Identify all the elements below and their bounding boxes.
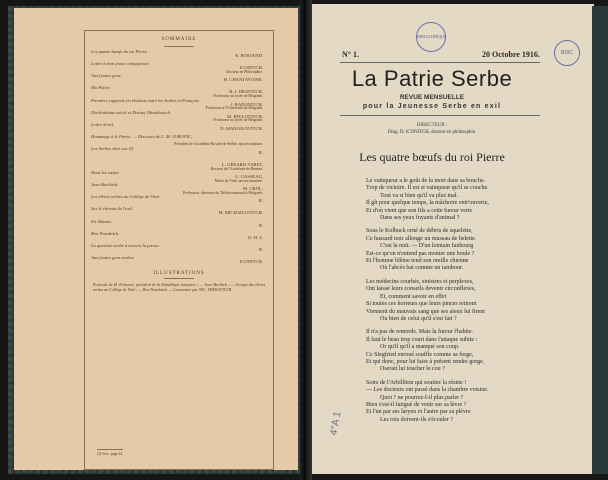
illustrations-rule <box>164 278 194 279</box>
toc-item <box>91 194 267 206</box>
toc-list <box>85 49 273 267</box>
toc-item-author: R. J. DRAVITCH, <box>229 89 263 95</box>
toc-item-title: Ma Patrie. <box>91 85 111 91</box>
journal-title: La Patrie Serbe <box>351 66 513 91</box>
poem-body <box>366 178 556 424</box>
poem-line: Sous le Kolbuck orné de débris de squelette, <box>366 228 473 235</box>
poem-line: Il gît pour quelque temps, la mâchoire entr'ouverte, <box>366 200 489 207</box>
toc-item-author: D. H. S. <box>248 234 263 240</box>
toc-item-detail: Professeur à l'Université de Belgrade. <box>205 106 263 111</box>
footnote: (1) Voir ; page 24. <box>97 449 123 457</box>
director-name: Drag. D. ICONITCH, docteur en philosophie. <box>387 130 477 135</box>
toc-item-author: H. CHANTAVOINE. <box>223 77 263 83</box>
poem-line: Et, comment savoir en effet <box>380 293 447 300</box>
poem-line: Quoi ? ne pourrez-l-il plus parler ? <box>380 394 464 401</box>
toc-item <box>91 255 267 267</box>
toc-item-detail: Professeur au lycée de Belgrade. <box>213 118 263 123</box>
toc-item <box>91 73 267 85</box>
toc-item-title: Les quatre bœufs du roi Pierre. <box>91 49 149 55</box>
toc-item-title: Jean Skerlitch. <box>91 182 119 188</box>
toc-item-title: Les Serbes chez eux (I) <box>91 145 134 151</box>
toc-item-detail: Professeur au lycée de Belgrade. <box>213 93 263 98</box>
poem-line: Les médecins courbés, sinistres et perplexes, <box>366 278 474 285</box>
poem-line: — Les docteurs ont passé dans la chambre voisine. <box>366 387 489 394</box>
header-rule <box>340 62 540 63</box>
toc-item-title: En Albanie. <box>91 218 113 224</box>
poem-line: Et l'un par ses larynx et l'autre par sa plèvre <box>366 409 471 416</box>
toc-item-author: M. PAVLOVITCH, <box>227 113 263 119</box>
toc-item <box>91 146 267 158</box>
toc-item-title: Hommage à le Patrie. — Discours de L. M. JUROVIC, <box>91 133 193 139</box>
toc-item-author: D. MANOJLOVITCH. <box>220 125 263 131</box>
toc-item <box>91 243 267 255</box>
poem-line: Dans ses yeux fuyants d'animal ? <box>380 215 460 222</box>
illustrations-text: Portraits de M. Poincaré, président de la République française ; — Jean Skerlitch ; — Groupe des élèves serbes au Collège de Vitré ; — Bon Noushitch. — Couverture par NIC. VERSOVITCH. <box>93 282 265 293</box>
toc-item <box>91 98 267 110</box>
toc-item <box>91 85 267 97</box>
toc-item-author: B. <box>258 246 263 252</box>
toc-item-author: M. MICHAILOVITCH. <box>218 210 263 216</box>
toc-item-author: B. <box>258 222 263 228</box>
toc-item <box>91 134 267 146</box>
poem-line: Ou bien de celui qu'il s'est fait ? <box>380 315 457 322</box>
poem-line: Et l'homme blême tend son oreille chienne <box>366 258 469 265</box>
toc-item-title: Sur le chemin de l'exil. <box>91 206 133 212</box>
poem-line: Ce hussard noir allonge un museau de belette. <box>366 235 477 242</box>
poem-line: Tout va si bien qu'il va plus mal. <box>380 192 458 199</box>
poem-line: Est-ce qu'on n'entend pas monter une houle ? <box>366 250 475 257</box>
toc-item-title: Lettre à mon jeune compatriote. <box>91 61 150 67</box>
toc-title-rule <box>164 46 194 47</box>
toc-item-title: Les élèves serbes au Collège de Vitré. <box>91 194 161 200</box>
poem-line: Si toutes ces horreurs que leurs pinces retirent <box>366 301 477 308</box>
masthead-rule <box>340 115 540 116</box>
toc-item-title: Aux jeunes gens. <box>91 73 122 79</box>
toc-item-author: ICONITCH. <box>239 258 263 264</box>
toc-item <box>91 49 267 61</box>
toc-item-title: Dix-huitième siècle et Dositej Obradovitch. <box>91 109 171 115</box>
toc-item-detail: Recteur de l'Académie de Rennes. <box>210 166 263 171</box>
toc-item-title: Lettre d'exil. <box>91 121 115 127</box>
toc-item-author: G. GASSEAU, <box>235 174 263 180</box>
poem-line: Le vainqueur a le goût de la mort dans sa bouche. <box>366 178 486 184</box>
toc-item-author: B. <box>258 149 263 155</box>
toc-item-title: Aux jeunes gens serbes. <box>91 254 135 260</box>
poem-line: Trop de victoire. Il est si vainqueur qu'il se couche. <box>366 185 489 192</box>
toc-item-author: L. GÉRARD-VARET, <box>221 162 263 168</box>
toc-item-title: La question serbe à travers la presse. <box>91 242 160 248</box>
toc-item-author: J. RADONITCH, <box>230 101 263 107</box>
toc-title: SOMMAIRE <box>161 37 197 42</box>
toc-item <box>91 170 267 182</box>
toc-item <box>91 182 267 194</box>
table-of-contents <box>84 30 274 470</box>
toc-item-author: M. GRÖL, <box>242 186 263 192</box>
poem-line: Bien s'est-il fatigué de venir sur sa lèvre ? <box>366 401 467 408</box>
book-spine <box>300 0 312 480</box>
toc-item <box>91 110 267 122</box>
toc-item-author: ICONITCH, <box>239 65 263 71</box>
toc-item <box>91 61 267 73</box>
poem-line: Viennent du mauvais sang que ses aïeux lui firent <box>366 308 485 315</box>
poem-line: Où l'abcès bat comme un tambour. <box>380 265 464 272</box>
library-stamp: BIBLIOTHÈQUE <box>416 22 446 52</box>
poem-line: Ont laissé leurs conseils devenir circonflexes, <box>366 286 476 293</box>
toc-item <box>91 219 267 231</box>
poem-line: Il n'a pas de remords. Mais la fureur l'habite. <box>366 329 474 336</box>
toc-item-detail: Président de l'académie Royale de Serbie, ancien ministre. <box>174 142 263 147</box>
poem-line: Soirs de l'Arbilliton qui soutiez la résine ! <box>366 379 467 386</box>
director-label: DIRECTEUR : <box>416 123 448 128</box>
journal-subtitle: REVUE MENSUELLE <box>399 94 465 101</box>
toc-item-title: Haut les cœurs. <box>91 170 120 176</box>
poem-line: Et d'où vient que son fils a cette fureur verte <box>366 207 473 214</box>
issue-date: 20 Octobre 1916. <box>482 50 540 59</box>
toc-item-detail: Maire de Vitré, ancien ministre. <box>214 178 263 183</box>
poem-line: C'est la nuit. — D'un lointain faubourg <box>380 243 474 250</box>
right-cover-edge <box>592 6 608 474</box>
poem-line: Les rois doivent-ils s'écouler ? <box>380 416 454 423</box>
toc-item <box>91 122 267 134</box>
poem-line: Il faut le beau trop court dans l'attaque subite : <box>366 336 478 343</box>
poem-line: Oserait lui toucher le cou ? <box>380 366 445 373</box>
poem-title: Les quatre bœufs du roi Pierre <box>359 150 505 164</box>
illustrations-title: ILLUSTRATIONS <box>153 270 205 276</box>
poem-line: Et qui donc, pour lui faire à présent rendre gorge, <box>366 358 485 365</box>
left-page <box>14 8 298 470</box>
toc-item-title: Premiers rapports et relations entre les Serbes et Français. <box>91 97 200 103</box>
journal-tagline: pour la Jeunesse Serbe en exil <box>362 103 502 110</box>
toc-item-detail: Docteur en Philosophie. <box>226 69 263 74</box>
toc-item <box>91 231 267 243</box>
toc-item-author: B. <box>258 198 263 204</box>
toc-item-title: Bon Noushitch. <box>91 230 120 236</box>
toc-item <box>91 158 267 170</box>
toc-item-detail: Professeur, directeur du Théâtre national à Belgrade. <box>183 190 263 195</box>
poem-line: Or qu'il qu'il a manqué son coup. <box>380 344 460 351</box>
issue-number: N° 1. <box>342 50 359 59</box>
poem-line: Ce Siegfried enroué souffle comme sa forge, <box>366 351 474 358</box>
toc-item <box>91 206 267 218</box>
bdic-stamp: BDIC <box>554 40 580 66</box>
toc-item-author: E. ROSTAND. <box>235 53 263 59</box>
handwritten-shelfmark: 4°A 1 <box>328 410 344 437</box>
